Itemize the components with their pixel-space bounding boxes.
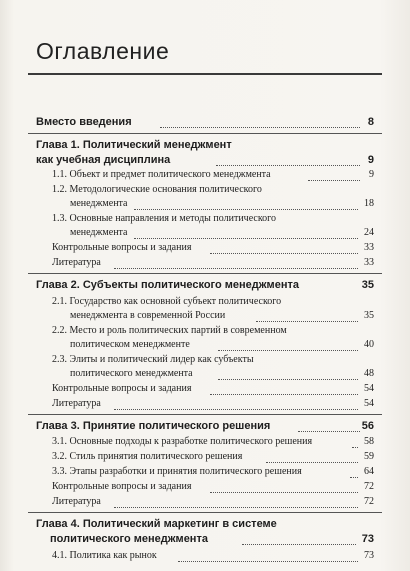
toc-entry-chapter-2[interactable] bbox=[36, 279, 374, 293]
entry-page: 73 bbox=[361, 533, 374, 545]
entry-page: 54 bbox=[364, 383, 374, 394]
leader-dots bbox=[178, 561, 358, 562]
toc-entry-2-1[interactable] bbox=[70, 310, 374, 324]
toc-entry-ch1-questions[interactable] bbox=[52, 242, 374, 256]
page-title: Оглавление bbox=[36, 38, 170, 64]
section-2-2-line1: 2.2. Место и роль политических партий в современном bbox=[52, 325, 287, 336]
entry-label: 3.1. Основные подходы к разработке политического решения bbox=[52, 436, 313, 447]
leader-dots bbox=[114, 409, 358, 410]
section-1-3-line1: 1.3. Основные направления и методы политического bbox=[52, 213, 277, 224]
entry-page: 35 bbox=[361, 279, 374, 291]
entry-page: 9 bbox=[367, 154, 374, 166]
leader-dots bbox=[134, 238, 358, 239]
entry-label: 1.1. Объект и предмет политического менеджмента bbox=[52, 169, 271, 180]
toc-entry-3-3[interactable] bbox=[52, 466, 374, 480]
toc-entry-3-1[interactable] bbox=[52, 436, 374, 450]
section-2-1-line1: 2.1. Государство как основной субъект политического bbox=[52, 296, 282, 307]
title-rule bbox=[28, 73, 382, 75]
entry-page: 72 bbox=[364, 496, 374, 507]
leader-dots bbox=[256, 321, 358, 322]
leader-dots bbox=[210, 492, 358, 493]
entry-label: политического менеджмента bbox=[70, 368, 193, 379]
chapter-4-title-line1: Глава 4. Политический маркетинг в системе bbox=[36, 518, 277, 530]
toc-entry-3-2[interactable] bbox=[52, 451, 374, 465]
entry-label: 3.3. Этапы разработки и принятия политического решения bbox=[52, 466, 302, 477]
divider bbox=[28, 273, 382, 274]
entry-page: 24 bbox=[364, 227, 374, 238]
entry-page: 58 bbox=[364, 436, 374, 447]
entry-label: 4.1. Политика как рынок bbox=[52, 550, 157, 561]
entry-label: политического менеджмента bbox=[50, 533, 208, 545]
entry-page: 40 bbox=[364, 339, 374, 350]
entry-page: 73 bbox=[364, 550, 374, 561]
toc-entry-1-3[interactable] bbox=[70, 227, 374, 241]
entry-label: политическом менеджменте bbox=[70, 339, 190, 350]
toc-entry-chapter-4[interactable] bbox=[50, 533, 374, 547]
toc-entry-chapter-1[interactable] bbox=[36, 154, 374, 168]
divider bbox=[28, 414, 382, 415]
chapter-1-title-line1: Глава 1. Политический менеджмент bbox=[36, 139, 232, 151]
entry-label: Контрольные вопросы и задания bbox=[52, 481, 192, 492]
toc-entry-ch3-questions[interactable] bbox=[52, 481, 374, 495]
leader-dots bbox=[308, 180, 360, 181]
toc-entry-intro[interactable] bbox=[36, 116, 374, 130]
entry-page: 56 bbox=[361, 420, 374, 432]
entry-label: Вместо введения bbox=[36, 116, 132, 128]
entry-label: Глава 3. Принятие политического решения bbox=[36, 420, 271, 432]
toc-entry-2-3[interactable] bbox=[70, 368, 374, 382]
entry-page: 8 bbox=[367, 116, 374, 128]
entry-page: 35 bbox=[364, 310, 374, 321]
toc-entry-chapter-3[interactable] bbox=[36, 420, 374, 434]
leader-dots bbox=[160, 127, 360, 128]
section-1-2-line1: 1.2. Методологические основания политического bbox=[52, 184, 262, 195]
leader-dots bbox=[114, 507, 358, 508]
leader-dots bbox=[218, 379, 358, 380]
toc-entry-ch2-literature[interactable] bbox=[52, 398, 374, 412]
entry-label: менеджмента в современной России bbox=[70, 310, 226, 321]
leader-dots bbox=[218, 350, 358, 351]
leader-dots bbox=[352, 447, 358, 448]
leader-dots bbox=[134, 209, 358, 210]
entry-label: 3.2. Стиль принятия политического решения bbox=[52, 451, 243, 462]
leader-dots bbox=[114, 268, 358, 269]
entry-page: 59 bbox=[364, 451, 374, 462]
entry-label: как учебная дисциплина bbox=[36, 154, 171, 166]
toc-entry-1-1[interactable] bbox=[52, 169, 374, 183]
entry-page: 18 bbox=[364, 198, 374, 209]
entry-label: Глава 2. Субъекты политического менеджмента bbox=[36, 279, 299, 291]
section-2-3-line1: 2.3. Элиты и политический лидер как субъекты bbox=[52, 354, 254, 365]
toc-entry-4-1[interactable] bbox=[52, 550, 374, 564]
toc-entry-2-2[interactable] bbox=[70, 339, 374, 353]
entry-label: Литература bbox=[52, 496, 101, 507]
entry-label: Литература bbox=[52, 398, 101, 409]
entry-page: 33 bbox=[364, 257, 374, 268]
entry-label: Литература bbox=[52, 257, 101, 268]
leader-dots bbox=[210, 253, 358, 254]
entry-label: Контрольные вопросы и задания bbox=[52, 242, 192, 253]
entry-page: 9 bbox=[369, 169, 374, 180]
toc-entry-1-2[interactable] bbox=[70, 198, 374, 212]
entry-label: менеджмента bbox=[70, 198, 128, 209]
divider bbox=[28, 133, 382, 134]
toc-entry-ch2-questions[interactable] bbox=[52, 383, 374, 397]
entry-label: менеджмента bbox=[70, 227, 128, 238]
entry-page: 33 bbox=[364, 242, 374, 253]
leader-dots bbox=[298, 431, 360, 432]
leader-dots bbox=[242, 544, 356, 545]
leader-dots bbox=[266, 462, 358, 463]
entry-page: 72 bbox=[364, 481, 374, 492]
divider bbox=[28, 512, 382, 513]
toc-entry-ch3-literature[interactable] bbox=[52, 496, 374, 510]
entry-page: 48 bbox=[364, 368, 374, 379]
entry-page: 64 bbox=[364, 466, 374, 477]
entry-page: 54 bbox=[364, 398, 374, 409]
leader-dots bbox=[210, 394, 358, 395]
toc-entry-ch1-literature[interactable] bbox=[52, 257, 374, 271]
entry-label: Контрольные вопросы и задания bbox=[52, 383, 192, 394]
leader-dots bbox=[216, 165, 360, 166]
leader-dots bbox=[350, 477, 358, 478]
